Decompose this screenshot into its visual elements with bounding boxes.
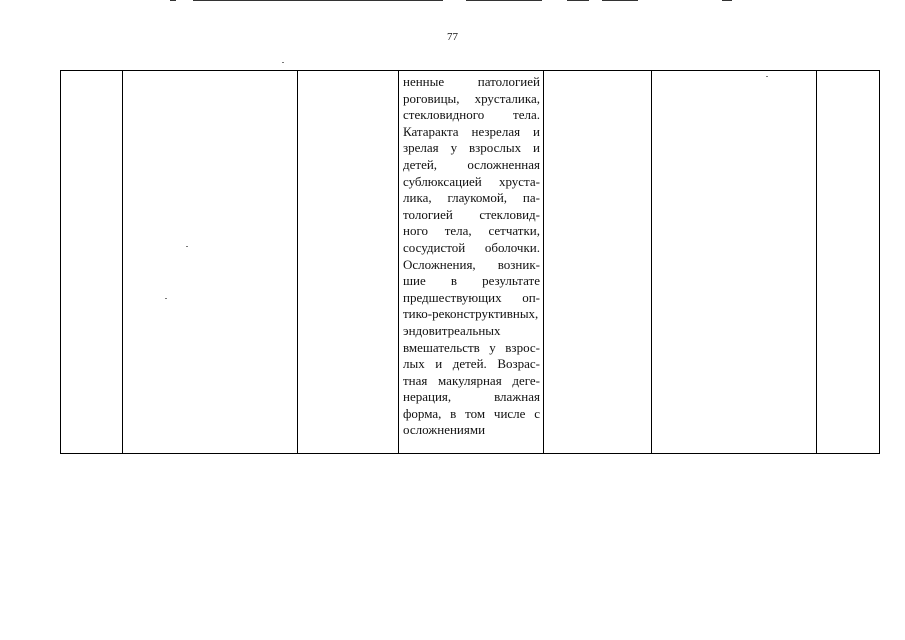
document-table (60, 70, 880, 454)
table-cell-col3 (298, 71, 399, 454)
diagnoses-line-3: Осложнения, возник-шие в результате предшествующих оп-тико-реконструктивных, эндовитреальных вмешательств у взрос-лых и детей. (403, 256, 540, 372)
top-rule-4 (567, 0, 589, 1)
table-cell-col6 (652, 71, 817, 454)
diagnoses-line-2: Катаракта незрелая и зрелая у взрослых и детей, осложненная сублюксацией хруста-лика, глаукомой, па-тологией стекловид-ного тела, сетчатки, сосудистой оболочки. (403, 123, 540, 255)
top-rule-1 (170, 0, 176, 1)
table-cell-diagnoses (399, 71, 544, 454)
table-cell-col7 (817, 71, 880, 454)
top-rule-6 (722, 0, 732, 1)
top-rule-3 (466, 0, 542, 1)
table-cell-col5 (544, 71, 652, 454)
top-rule-2 (193, 0, 443, 1)
table-cell-col1 (61, 71, 123, 454)
diagnoses-line-1: ненные патологией роговицы, хрусталика, стекловидного тела. (403, 74, 540, 123)
table-cell-col2 (123, 71, 298, 454)
top-rule-5 (602, 0, 638, 1)
diagnoses-line-4: Возрас-тная макулярная деге-нерация, влажная форма, в том числе с осложнениями (403, 356, 540, 438)
diagnoses-text (403, 74, 540, 439)
page-number: 77 (447, 31, 458, 43)
scan-speck (282, 62, 284, 63)
table-row (61, 71, 880, 454)
